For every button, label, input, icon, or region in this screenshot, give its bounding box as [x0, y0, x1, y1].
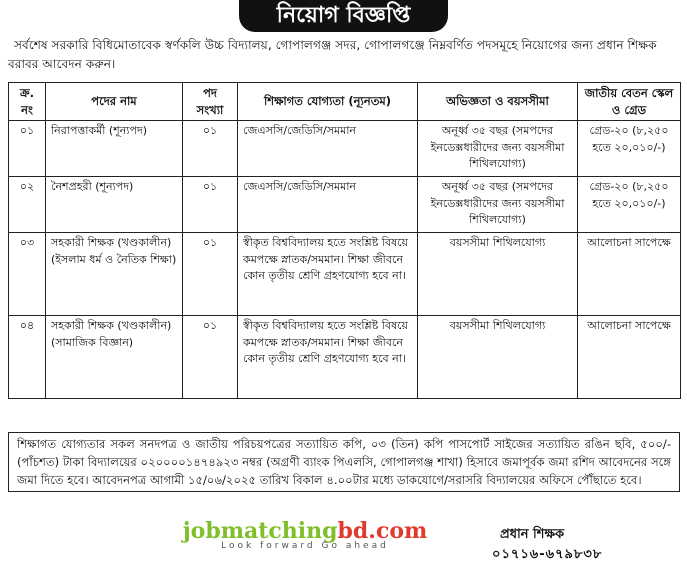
row-serial: ০৪ [9, 316, 46, 399]
header-salary: জাতীয় বেতন স্কেল ও গ্রেড [578, 83, 681, 121]
vacancy-table [8, 82, 681, 399]
table-row [9, 121, 681, 177]
intro-paragraph: সর্বশেষ সরকারি বিধিমোতাবেক স্বর্ণকলি উচ্চ বিদ্যালয়, গোপালগঞ্জ সদর, গোপালগঞ্জে নিম্নবর্ণিত পদসমূহে নিয়োগের জন্য প্রধান শিক্ষক বরাবর আবেদন করুন। [8, 38, 657, 71]
row-experience: বয়সসীমা শিথিলযোগ্য [418, 316, 578, 399]
header-experience: অভিজ্ঞতা ও বয়সসীমা [418, 83, 578, 121]
title-banner [0, 0, 687, 32]
row-salary: আলোচনা সাপেক্ষে [578, 233, 681, 316]
row-education: স্বীকৃত বিশ্ববিদ্যালয় হতে সংশ্লিষ্ট বিষয়ে কমপক্ষে স্নাতক/সমমান। শিক্ষা জীবনে কোন তৃতীয় শ্রেণি গ্রহণযোগ্য হবে না। [238, 316, 418, 399]
row-post: নৈশপ্রহরী (শূন্যপদ) [46, 177, 183, 233]
row-experience: অনূর্ধ্ব ৩৫ বছর (সমপদের ইনডেক্সধারীদের জন্য বয়সসীমা শিথিলযোগ্য) [418, 121, 578, 177]
table-header-row [9, 83, 681, 121]
watermark-logo [175, 518, 435, 551]
row-experience: বয়সসীমা শিথিলযোগ্য [418, 233, 578, 316]
row-count: ০১ [183, 177, 238, 233]
row-serial: ০১ [9, 121, 46, 177]
watermark-tagline: Look forward Go ahead [221, 541, 389, 551]
row-education: জেএসসি/জেডিসি/সমমান [238, 121, 418, 177]
signature-phone: ০১৭১৬-৬৭৯৮৩৮ [492, 547, 603, 562]
row-serial: ০২ [9, 177, 46, 233]
watermark-suffix: bd.com [337, 518, 428, 544]
signature-title: প্রধান শিক্ষক [500, 527, 565, 542]
row-post: নিরাপত্তাকর্মী (শূন্যপদ) [46, 121, 183, 177]
header-post: পদের নাম [46, 83, 183, 121]
table-row [9, 177, 681, 233]
row-education: স্বীকৃত বিশ্ববিদ্যালয় হতে সংশ্লিষ্ট বিষয়ে কমপক্ষে স্নাতক/সমমান। শিক্ষা জীবনে কোন তৃতীয় শ্রেণি গ্রহণযোগ্য হবে না। [238, 233, 418, 316]
table-row [9, 233, 681, 316]
row-count: ০১ [183, 316, 238, 399]
header-education: শিক্ষাগত যোগ্যতা (ন্যূনতম) [238, 83, 418, 121]
table-row [9, 316, 681, 399]
row-salary: গ্রেড-২০ (৮,২৫০ হতে ২০,০১০/-) [578, 177, 681, 233]
watermark-main: jobmatching [182, 518, 338, 544]
row-salary: আলোচনা সাপেক্ষে [578, 316, 681, 399]
row-count: ০১ [183, 121, 238, 177]
row-education: জেএসসি/জেডিসি/সমমান [238, 177, 418, 233]
notice-title: নিয়োগ বিজ্ঞপ্তি [239, 0, 449, 32]
header-count: পদ সংখ্যা [183, 83, 238, 121]
row-post: সহকারী শিক্ষক (খণ্ডকালীন) (ইসলাম ধর্ম ও নৈতিক শিক্ষা) [46, 233, 183, 316]
row-count: ০১ [183, 233, 238, 316]
header-serial: ক্র. নং [9, 83, 46, 121]
row-salary: গ্রেড-২০ (৮,২৫০ হতে ২০,০১০/-) [578, 121, 681, 177]
row-post: সহকারী শিক্ষক (খণ্ডকালীন) (সামাজিক বিজ্ঞান) [46, 316, 183, 399]
row-serial: ০৩ [9, 233, 46, 316]
row-experience: অনূর্ধ্ব ৩৫ বছর (সমপদের ইনডেক্সধারীদের জন্য বয়সসীমা শিথিলযোগ্য) [418, 177, 578, 233]
application-instructions: শিক্ষাগত যোগ্যতার সকল সনদপত্র ও জাতীয় পরিচয়পত্রের সত্যায়িত কপি, ০৩ (তিন) কপি পাসপোর্ট সাইজের সত্যায়িত রঙিন ছবি, ৫০০/- (পাঁচশত) টাকা বিদ্যালয়ের ০২০০০০১৪৭৪৯২৩ নম্বর (অগ্রণী ব্যাংক পিএলসি, গোপালগঞ্জ শাখা) হিসাবে জমাপূর্বক জমা রশিদ আবেদনের সঙ্গে জমা দিতে হবে। আবেদনপত্র আগামী ১৫/০৬/২০২৫ তারিখ বিকাল ৪.০০টার মধ্যে ডাকযোগে/সরাসরি বিদ্যালয়ের অফিসে পৌঁছাতে হবে। [8, 432, 680, 492]
